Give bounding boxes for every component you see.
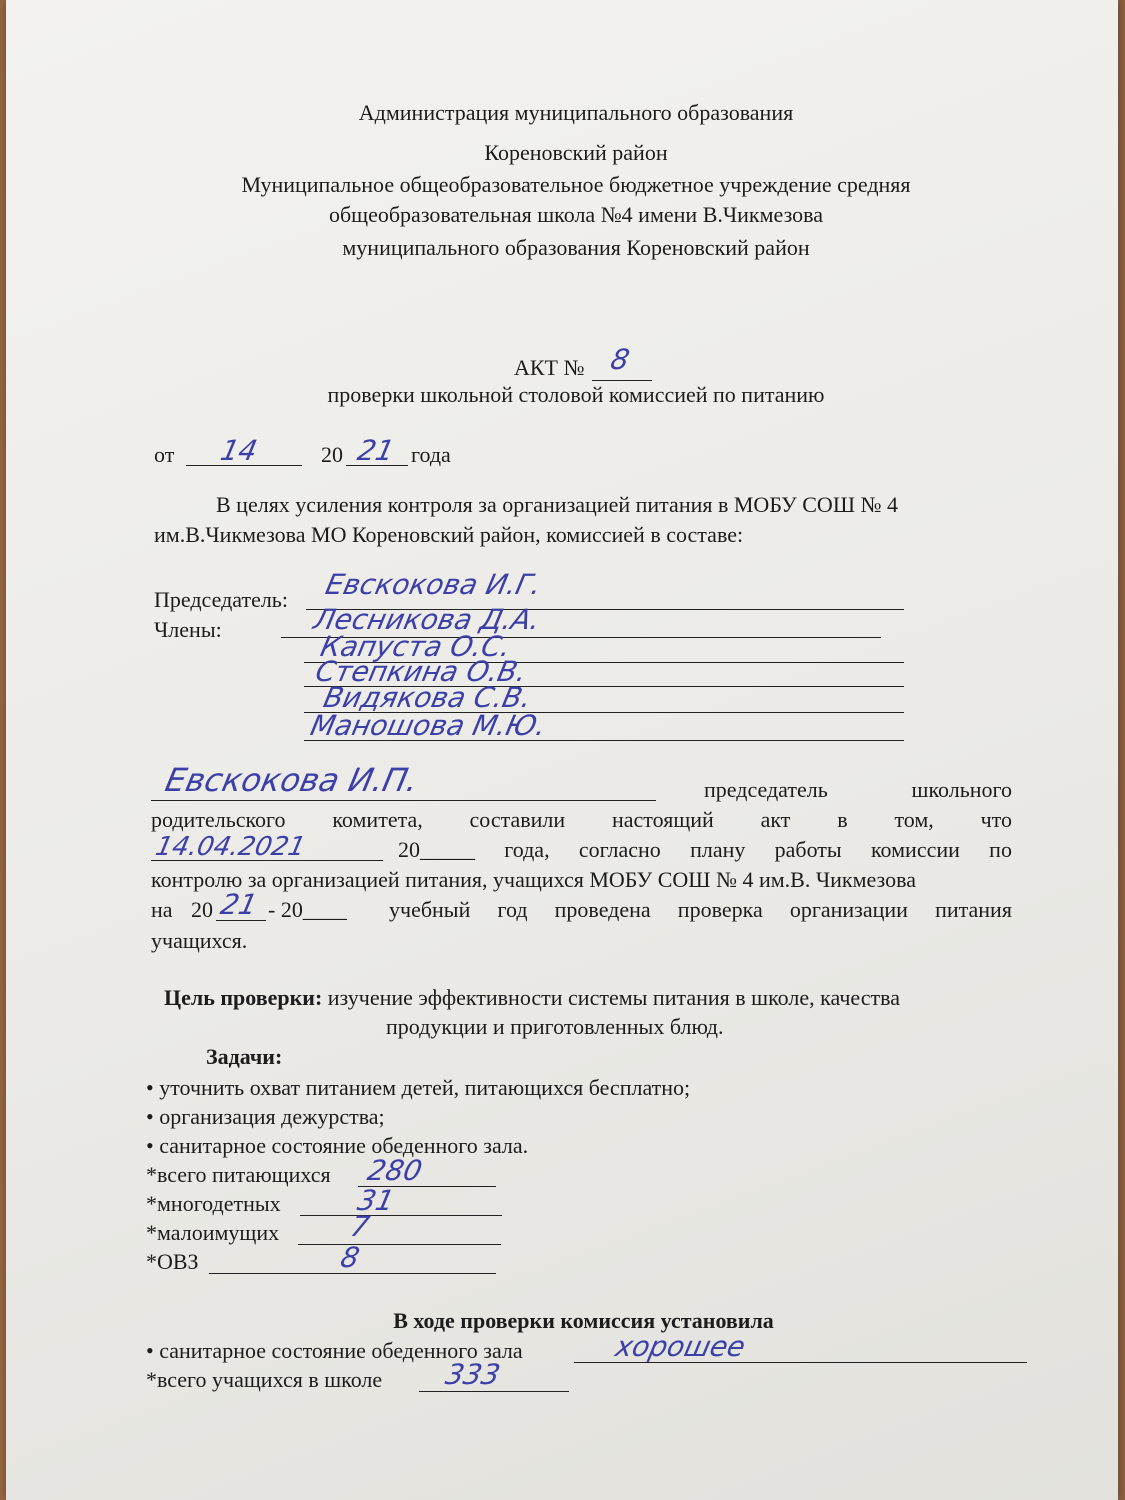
findings-total-underline — [419, 1391, 569, 1392]
year-suffix: 21 — [354, 434, 398, 467]
check-date: 14.04.2021 — [152, 832, 309, 862]
findings-total-label: *всего учащихся в школе — [146, 1367, 383, 1392]
chair-signature: Евскокова И.Г. — [322, 568, 545, 601]
act-subtitle: проверки школьной столовой комиссией по питанию — [327, 382, 825, 407]
body-line-1 — [704, 777, 1012, 803]
act-number: 8 — [607, 343, 633, 376]
body-line-3 — [398, 837, 1012, 863]
header-line-2: Кореновский район — [484, 140, 668, 165]
goal-text-2: продукции и приготовленных блюд. — [386, 1014, 724, 1039]
body-line-4: контролю за организацией питания, учащихся МОБУ СОШ № 4 им.В. Чикмезова — [151, 867, 916, 892]
body-word: председатель — [704, 777, 828, 802]
findings-total-value: 333 — [442, 1358, 504, 1391]
body-word: что — [980, 807, 1012, 832]
body-word: учебный — [389, 897, 471, 922]
body-word: работы — [774, 837, 842, 862]
goal-text-1: изучение эффективности системы питания в школе, качества — [327, 985, 900, 1010]
body-dash: - 20____ — [268, 897, 347, 922]
act-title: АКТ № — [514, 355, 585, 380]
body-word: комитета, — [332, 807, 423, 832]
stat-underline — [298, 1244, 501, 1245]
member-3: Степкина О.В. — [312, 655, 530, 688]
body-word: год — [497, 897, 528, 922]
task-item: • уточнить охват питанием детей, питающихся бесплатно; — [146, 1075, 691, 1100]
member-1: Лесникова Д.А. — [310, 603, 544, 636]
task-item: • организация дежурства; — [146, 1104, 385, 1129]
header-line-5: муниципального образования Кореновский район — [342, 235, 810, 260]
body-word: года, — [504, 837, 550, 862]
member-2: Капуста О.С. — [317, 630, 514, 663]
body-word: составили — [469, 807, 566, 832]
signer-underline — [151, 800, 656, 801]
body-word: питания — [935, 897, 1012, 922]
body-word: организации — [789, 897, 908, 922]
body-word: настоящий — [612, 807, 714, 832]
stat-label-total-fed: *всего питающихся — [146, 1162, 331, 1187]
act-number-underline — [592, 380, 652, 381]
body-word: плану — [690, 837, 746, 862]
year-word: года — [411, 442, 451, 467]
stat-value-low-income: 7 — [347, 1210, 373, 1243]
header-line-3: Муниципальное общеобразовательное бюджетное учреждение средняя — [241, 172, 911, 197]
body-word: по — [989, 837, 1012, 862]
intro-line-1: В целях усиления контроля за организацией питания в МОБУ СОШ № 4 — [216, 492, 898, 517]
year-prefix: 20 — [321, 442, 343, 467]
body-word: проведена — [554, 897, 651, 922]
header-line-4: общеобразовательная школа №4 имени В.Чикмезова — [328, 202, 824, 227]
body-year1: 20 — [191, 897, 213, 922]
task-item: • санитарное состояние обеденного зала. — [146, 1133, 529, 1158]
stat-label-low-income: *малоимущих — [146, 1220, 280, 1245]
stat-label-large-families: *многодетных — [146, 1191, 281, 1216]
findings-sanitary-value: хорошее — [612, 1330, 749, 1363]
intro-line-2: им.В.Чикмезова МО Кореновский район, комиссией в составе: — [154, 522, 744, 547]
document-sheet — [6, 0, 1118, 1500]
chair-label: Председатель: — [154, 587, 288, 612]
body-word: школьного — [911, 777, 1012, 802]
body-word: родительского — [151, 807, 286, 832]
stat-value-large-families: 31 — [354, 1184, 398, 1217]
body-word: акт — [760, 807, 791, 832]
body-na: на — [151, 897, 173, 922]
header-line-1: Администрация муниципального образования — [358, 100, 794, 125]
stat-value-total-fed: 280 — [364, 1154, 426, 1187]
body-line-2 — [151, 807, 1012, 833]
tasks-label: Задачи: — [206, 1044, 283, 1069]
date-day: 14 — [217, 434, 261, 467]
body-word: согласно — [578, 837, 661, 862]
stat-label-disabilities: *ОВЗ — [146, 1249, 199, 1274]
body-word: проверка — [677, 897, 763, 922]
body-year1-hw: 21 — [217, 888, 261, 921]
goal-label: Цель проверки: — [164, 985, 323, 1010]
stat-underline — [300, 1215, 502, 1216]
body-word: том, — [894, 807, 934, 832]
body-word: в — [837, 807, 848, 832]
date-prefix: от — [154, 442, 175, 467]
body-line-6: учащихся. — [151, 928, 248, 953]
stat-value-disabilities: 8 — [337, 1241, 363, 1274]
signer-name: Евскокова И.П. — [161, 761, 422, 799]
body-line-5 — [389, 897, 1012, 923]
member-5: Маношова М.Ю. — [307, 709, 549, 742]
body-word: комиссии — [870, 837, 960, 862]
member-4: Видякова С.В. — [320, 681, 535, 714]
findings-title: В ходе проверки комиссия установила — [393, 1308, 774, 1333]
members-label: Члены: — [154, 617, 222, 642]
findings-sanitary-label: • санитарное состояние обеденного зала — [146, 1338, 523, 1363]
goal-line — [164, 985, 900, 1011]
body-word: 20_____ — [398, 837, 475, 862]
